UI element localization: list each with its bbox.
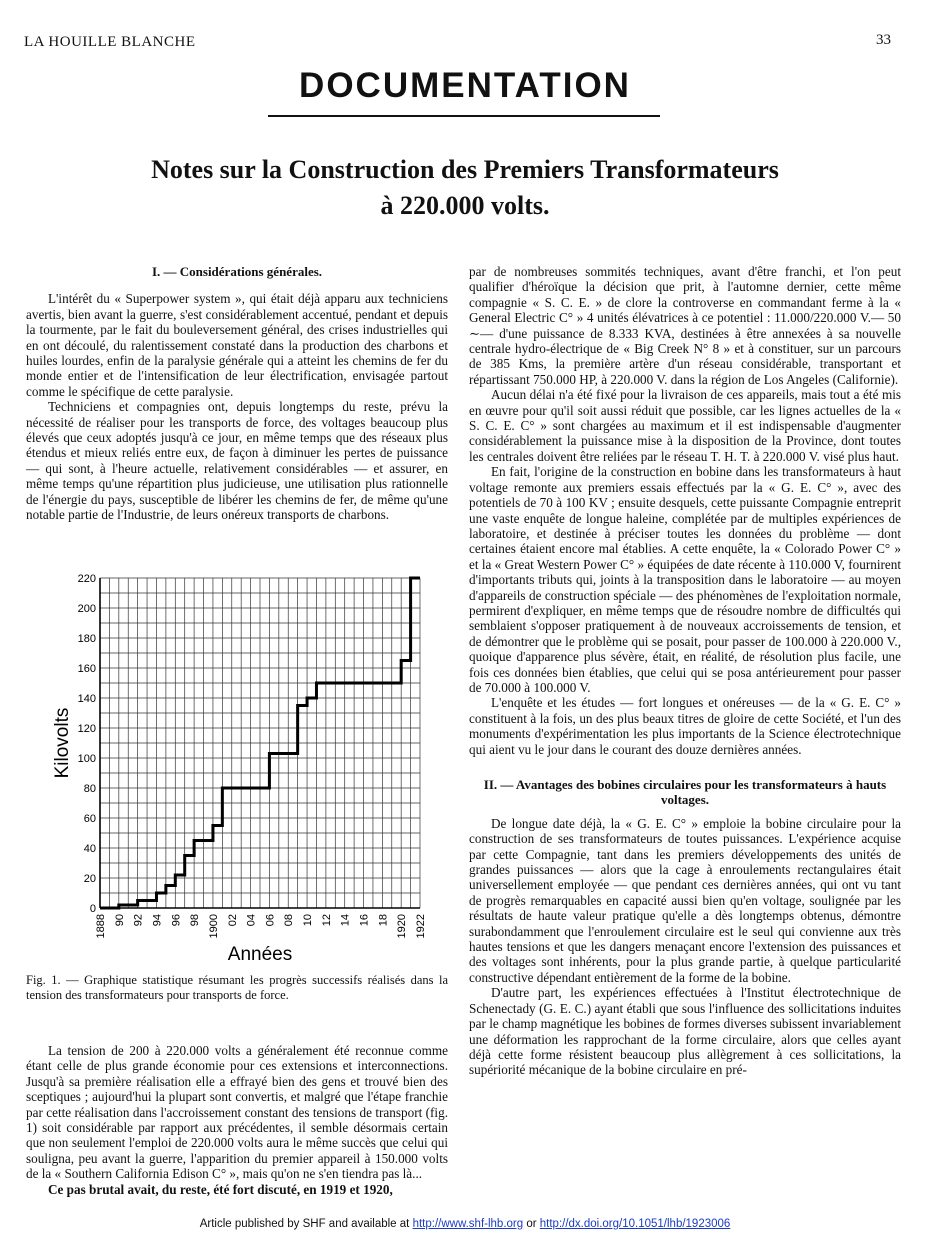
y-tick-label: 140 (77, 693, 96, 705)
voltage-chart (48, 568, 428, 968)
paragraph: L'intérêt du « Superpower system », qui était déjà apparu aux techniciens avertis, bien avant la guerre, s'est considérablement accentué, pendant et depuis la tourmente, par le fait du bouleversement général, des crises industrielles qui en ont découlé, du ralentissement constaté dans la production des charbons et huiles lourdes, enfin de la paralysie générale qui a atteint les chemins de fer du monde entier et de l'intensification de leur électrification, envisagée partout comme le spécifique de cette paralysie. (26, 291, 448, 399)
x-tick-label: 08 (283, 914, 296, 927)
x-tick-label: 12 (320, 914, 333, 927)
footer-link-shf[interactable]: http://www.shf-lhb.org (412, 1218, 524, 1230)
y-tick-label: 200 (77, 603, 96, 615)
x-tick-label: 92 (132, 914, 145, 927)
x-tick-label: 10 (302, 914, 315, 927)
x-tick-label: 1922 (415, 914, 427, 939)
x-axis-label: Années (227, 944, 293, 965)
y-tick-label: 60 (83, 813, 96, 825)
paragraph: Techniciens et compagnies ont, depuis longtemps du reste, prévu la nécessité de réaliser pour les transports de force, des voltages beaucoup plus élevés que ceux adoptés jusqu'à ce jour, en même temps que des réseaux plus étendus et mieux reliés entre eux, de façon à diminuer les pertes de puissance — qui sont, à l'heure actuelle, relativement considérables — et assurer, en même temps qu'une répartition plus judicieuse, une utilisation plus rationnelle de l'énergie du pays, susceptible de libérer les chemins de fer, de même qu'une notable partie de l'Industrie, de leurs onéreux transports de charbons. (26, 399, 448, 523)
y-tick-label: 100 (77, 753, 96, 765)
section-heading-1: I. — Considérations générales. (151, 264, 323, 279)
journal-name: LA HOUILLE BLANCHE (24, 34, 196, 50)
y-tick-label: 20 (83, 873, 96, 885)
right-column (469, 264, 901, 1078)
x-tick-label: 1920 (396, 914, 409, 939)
article-title-line-2: à 220.000 volts. (380, 191, 550, 220)
x-tick-label: 1888 (95, 914, 107, 939)
paragraph: par de nombreuses sommités techniques, avant d'être franchi, et l'on peut qualifier d'héroïque la décision que prit, à l'automne dernier, cette même compagnie « S. C. E. » de clore la controverse en commandant ferme à la « General Electric C° » 4 unités élévatrices à ce potentiel : 11.000/220.000 V.— 50 ∼— d'une puissance de 8.333 KVA, destinées à être annexées à sa nouvelle centrale hydro-électrique de « Big Creek N° 8 » et à constituer, sur un parcours de 385 Kms, la première artère d'un réseau considérable, transportant et répartissant 750.000 HP, à 220.000 V. dans la région de Los Angeles (Californie). (469, 264, 901, 387)
x-tick-label: 14 (339, 914, 352, 927)
paragraph: De longue date déjà, la « G. E. C° » emploie la bobine circulaire pour la construction de ses transformateurs de toutes puissances. L'expérience acquise par cette Compagnie, tant dans les premiers développements des unités de grandes puissances — alors que la cage à enroulements rectangulaires était universellement employée — que pendant ces dernières années, qui ont vu tant de progrès remarquables en capacité aussi bien qu'en voltage, soulignée par les résultats de haute valeur pratique qu'elle a dès longtemps obtenus, démontre surabondamment que l'enroulement circulaire est le seul qui convienne aux très hautes tensions et que les dangers menaçant encore l'extension des puissances et des voltages sont inhérents, pour la plus grande partie, à quelque particularité constructive dépendant entièrement de la forme de la bobine. (469, 815, 901, 985)
page-number: 33 (876, 32, 891, 48)
footer (0, 1218, 930, 1230)
y-tick-label: 80 (83, 783, 96, 795)
y-axis-label: Kilovolts (52, 707, 73, 779)
y-tick-label: 220 (77, 573, 96, 585)
y-tick-label: 0 (89, 903, 96, 915)
paragraph: D'autre part, les expériences effectuées à l'Institut électrotechnique de Schenectady (G. E. C.) ayant établi que sous l'influence des sollicitations induites par le champ magnétique les bobines de formes diverses subissent invariablement une déformation les rapprochant de la forme circulaire, alors que celles ayant déjà cette forme résistent beaucoup plus allègrement à ces sollicitations, la supériorité mécanique de la bobine circulaire en pré- (469, 985, 901, 1078)
article-title-line-1: Notes sur la Construction des Premiers Transformateurs (151, 155, 779, 184)
y-tick-label: 160 (77, 663, 96, 675)
paragraph: L'enquête et les études — fort longues et onéreuses — de la « G. E. C° » constituent à la fois, un des plus beaux titres de gloire de cette Société, et l'un des monuments d'expérimentation les plus importants de la Science électrotechnique qui aient vu le jour dans le courant des douze dernières années. (469, 695, 901, 757)
footer-link-doi[interactable]: http://dx.doi.org/10.1051/lhb/1923006 (539, 1218, 731, 1230)
x-tick-label: 02 (226, 914, 239, 927)
x-tick-label: 1900 (207, 914, 220, 939)
article-title (60, 152, 870, 224)
x-tick-label: 16 (358, 914, 371, 927)
section-heading-2: II. — Avantages des bobines circulaires pour les transformateurs à hauts voltages. (483, 777, 887, 808)
x-tick-label: 96 (170, 914, 183, 927)
left-column-lower (26, 1043, 448, 1197)
paragraph: Ce pas brutal avait, du reste, été fort discuté, en 1919 et 1920, (48, 1181, 393, 1197)
paragraph: Aucun délai n'a été fixé pour la livraison de ces appareils, mais tout a été mis en œuvre pour qu'il soit aussi réduit que possible, car les lignes actuelles de la « S. C. E. C° » sont chargées au maximum et il est indispensable d'augmenter considérablement la puissance mise à la disposition de la Province, dont toutes les centrales doivent être reliées par le réseau T. H. T. à 220.000 V. visé plus haut. (469, 387, 901, 464)
figure-caption: Fig. 1. — Graphique statistique résumant les progrès successifs réalisés dans la tension des transformateurs pour transports de force. (26, 973, 448, 1002)
y-tick-label: 180 (77, 633, 96, 645)
footer-text-or: or (523, 1218, 540, 1230)
x-tick-label: 98 (189, 914, 202, 927)
y-tick-label: 40 (83, 843, 96, 855)
x-tick-label: 06 (264, 914, 277, 927)
paragraph: La tension de 200 à 220.000 volts a généralement été reconnue comme étant celle de plus grande économie pour ces extensions et interconnections. Jusqu'à sa première réalisation elle a effrayé bien des gens et trouvé bien des sceptiques ; aujourd'hui la plupart sont convertis, et malgré que l'étape franchie par cette réalisation dans l'accroissement constant des tensions de transport (fig. 1) soit considérable par rapport aux précédentes, il semble désormais certain que non seulement l'emploi de 220.000 volts aura le même succès que celui qui souligna, peu avant la guerre, l'apparition du premier appareil à 150.000 volts de la « Southern California Edison C° », mais qu'on ne s'en tiendra pas là... (26, 1043, 448, 1182)
y-tick-label: 120 (77, 723, 96, 735)
footer-text: Article published by SHF and available at (199, 1218, 413, 1230)
left-column (26, 264, 448, 523)
x-tick-label: 94 (151, 914, 164, 927)
x-tick-label: 90 (113, 914, 126, 927)
x-tick-label: 04 (245, 914, 258, 927)
section-title: DOCUMENTATION (299, 66, 631, 105)
paragraph: En fait, l'origine de la construction en bobine dans les transformateurs à haut voltage remonte aux premiers essais effectués par la « G. E. C° », avec des potentiels de 70 à 100 KV ; ensuite desquels, cette puissante Compagnie entreprit une vaste enquête de longue haleine, complétée par de multiples expériences de laboratoire, et destinée à préciser toutes les données du problème — dont certaines étaient encore mal établies. A cette enquête, la « Colorado Power C° » et la « Great Western Power C° » équipées de date récente à 110.000 V, fournirent d'importants tributs qui, joints à la transposition dans le laboratoire — au moyen d'appareils de construction spéciale — des phénomènes de l'exploitation normale, permirent d'expliquer, en même temps que de résoudre nombre de difficultés qui semblaient s'opposer pratiquement à de nouveaux accroissements de tension, et de démontrer que le problème qui se posait, pour passer de 100.000 à 220.000 V., quoique d'apparence plus sévère, était, en réalité, de résolution plus facile, une fois ces données bien établies, que celui qui se posa antérieurement pour passer de 70.000 à 100.000 V. (469, 464, 901, 695)
title-rule (268, 115, 660, 117)
x-tick-label: 18 (377, 914, 390, 927)
